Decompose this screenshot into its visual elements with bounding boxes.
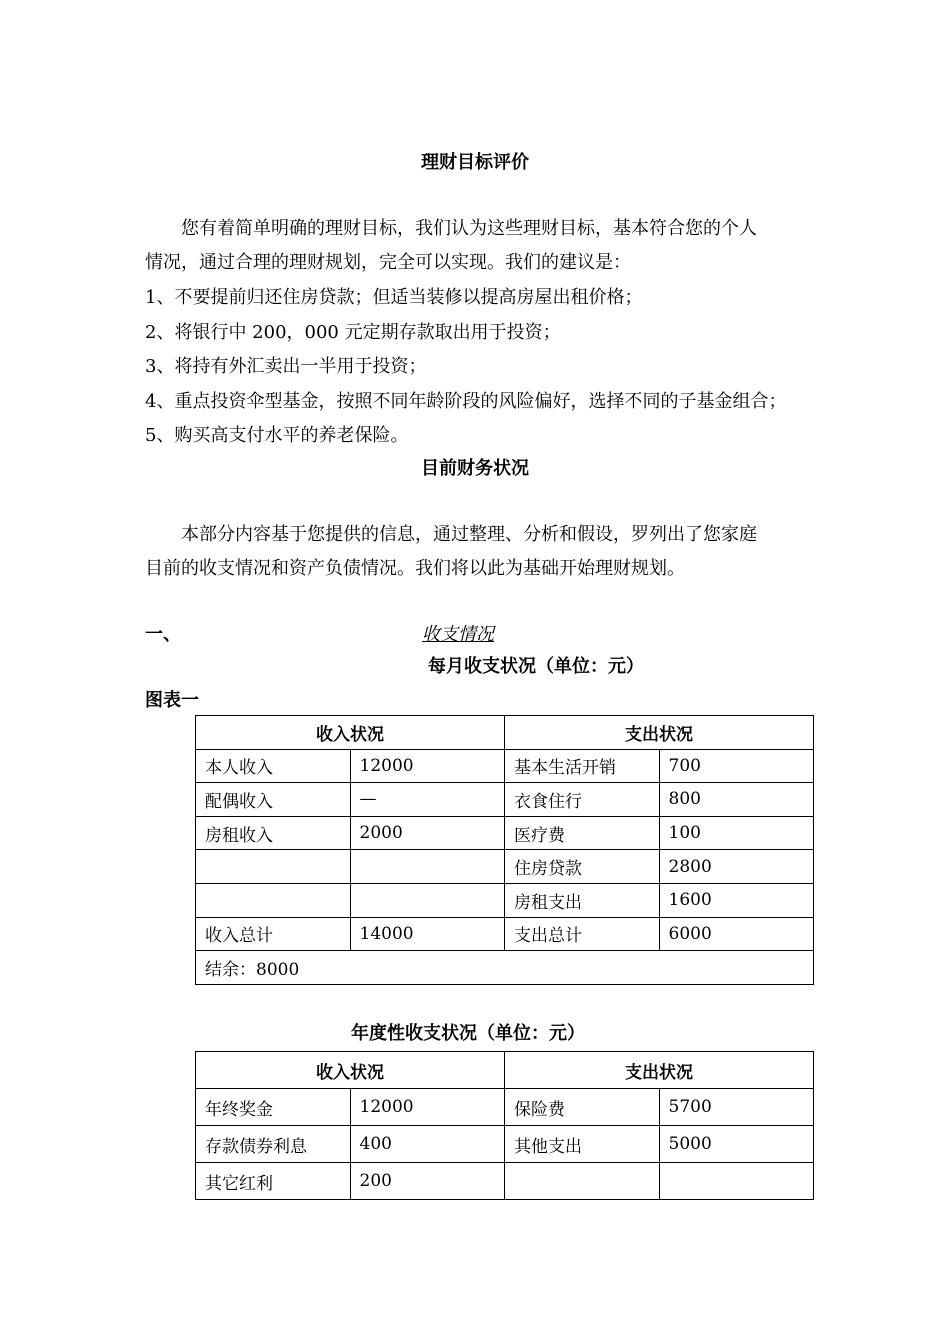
- table-row: [196, 883, 814, 917]
- income-amount: [350, 850, 505, 884]
- expense-amount: 5700: [659, 1089, 814, 1126]
- expense-amount: 5000: [659, 1126, 814, 1163]
- expense-amount: 1600: [659, 883, 814, 917]
- income-item: [196, 850, 351, 884]
- figure-label: 图表一: [145, 690, 199, 711]
- expense-header: 支出状况: [505, 1052, 814, 1089]
- annual-income-expense-table: [195, 1051, 814, 1200]
- goal-intro-line-1: 您有着简单明确的理财目标，我们认为这些理财目标，基本符合您的个人: [181, 218, 757, 239]
- table-row: [196, 1089, 814, 1126]
- recommendation-item-3: 3、将持有外汇卖出一半用于投资；: [145, 356, 427, 377]
- status-intro-line-2: 目前的收支情况和资产负债情况。我们将以此为基础开始理财规划。: [145, 558, 685, 579]
- income-amount: 12000: [350, 1089, 505, 1126]
- table-row: [196, 783, 814, 817]
- table-row: [196, 1126, 814, 1163]
- expense-amount: 800: [659, 783, 814, 817]
- goal-intro-line-2: 情况，通过合理的理财规划，完全可以实现。我们的建议是：: [145, 252, 631, 273]
- recommendation-item-5: 5、购买高支付水平的养老保险。: [145, 425, 409, 446]
- expense-item: 房租支出: [505, 883, 660, 917]
- subsection-number: 一、: [145, 624, 181, 645]
- income-amount: 12000: [350, 749, 505, 783]
- income-item: 房租收入: [196, 816, 351, 850]
- table-row-totals: [196, 917, 814, 951]
- expense-item: 住房贷款: [505, 850, 660, 884]
- recommendation-item-2: 2、将银行中 200，000 元定期存款取出用于投资；: [145, 322, 561, 343]
- income-amount: 400: [350, 1126, 505, 1163]
- table-row: [196, 749, 814, 783]
- income-header: 收入状况: [196, 1052, 505, 1089]
- income-amount: 200: [350, 1163, 505, 1200]
- expense-amount: [659, 1163, 814, 1200]
- income-amount: —: [350, 783, 505, 817]
- monthly-income-expense-table: [195, 715, 814, 985]
- expense-item: 基本生活开销: [505, 749, 660, 783]
- income-item: 存款债券利息: [196, 1126, 351, 1163]
- table-row-balance: [196, 951, 814, 985]
- expense-total-amount: 6000: [659, 917, 814, 951]
- income-total-label: 收入总计: [196, 917, 351, 951]
- table-row: [196, 1163, 814, 1200]
- status-intro-line-1: 本部分内容基于您提供的信息，通过整理、分析和假设，罗列出了您家庭: [181, 524, 757, 545]
- expense-amount: 100: [659, 816, 814, 850]
- income-header: 收入状况: [196, 716, 505, 750]
- section-title-goal-evaluation: 理财目标评价: [421, 152, 529, 173]
- monthly-table-caption: 每月收支状况（单位：元）: [428, 656, 644, 677]
- expense-total-label: 支出总计: [505, 917, 660, 951]
- expense-item: [505, 1163, 660, 1200]
- balance-cell: 结余：8000: [196, 951, 814, 985]
- recommendation-item-4: 4、重点投资伞型基金，按照不同年龄阶段的风险偏好，选择不同的子基金组合；: [145, 391, 787, 412]
- expense-item: 衣食住行: [505, 783, 660, 817]
- income-item: 配偶收入: [196, 783, 351, 817]
- income-item: 其它红利: [196, 1163, 351, 1200]
- table-row: [196, 850, 814, 884]
- expense-item: 其他支出: [505, 1126, 660, 1163]
- expense-item: 保险费: [505, 1089, 660, 1126]
- recommendation-item-1: 1、不要提前归还住房贷款；但适当装修以提高房屋出租价格；: [145, 287, 643, 308]
- income-amount: 2000: [350, 816, 505, 850]
- income-item: [196, 883, 351, 917]
- table-row: [196, 816, 814, 850]
- section-title-financial-status: 目前财务状况: [421, 458, 529, 479]
- subsection-title: 收支情况: [422, 624, 494, 645]
- income-item: 年终奖金: [196, 1089, 351, 1126]
- income-item: 本人收入: [196, 749, 351, 783]
- income-total-amount: 14000: [350, 917, 505, 951]
- expense-item: 医疗费: [505, 816, 660, 850]
- expense-amount: 700: [659, 749, 814, 783]
- expense-amount: 2800: [659, 850, 814, 884]
- annual-table-caption: 年度性收支状况（单位：元）: [351, 1023, 585, 1044]
- income-amount: [350, 883, 505, 917]
- expense-header: 支出状况: [505, 716, 814, 750]
